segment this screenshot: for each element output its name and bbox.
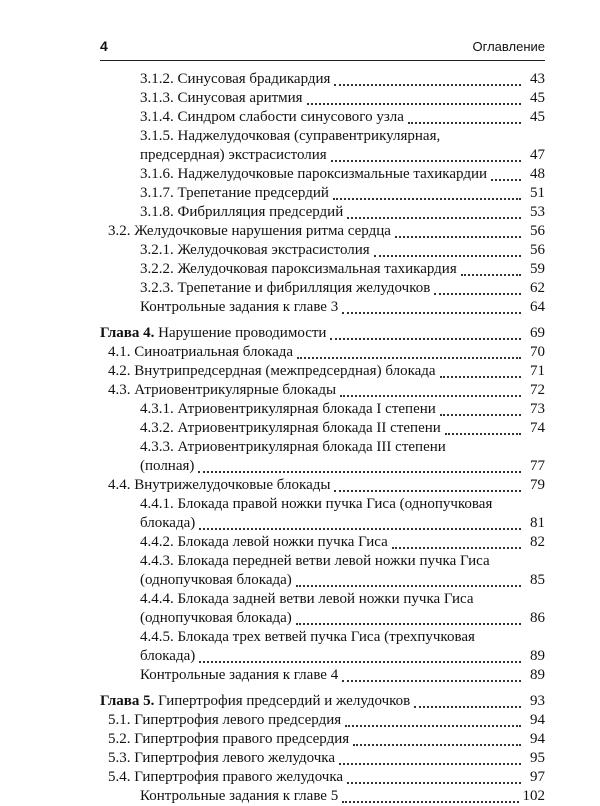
entry-title xyxy=(140,279,430,298)
entry-page-number: 79 xyxy=(530,477,545,493)
entry-title-text: Контрольные задания к главе 4 xyxy=(140,667,339,683)
entry-title xyxy=(108,730,349,749)
toc-entry xyxy=(100,165,545,184)
entry-page-number: 70 xyxy=(530,344,545,360)
entry-title xyxy=(108,381,336,400)
entry-title-text: 3.1.4. Синдром слабости синусового узла xyxy=(140,109,404,125)
chapter-entry xyxy=(100,692,545,711)
entry-title: 4.4.1. Блокада правой ножки пучка Гиса (однопучковая xyxy=(140,496,493,512)
leader-dots xyxy=(340,395,521,397)
entry-page-number: 64 xyxy=(530,299,545,315)
leader-dots xyxy=(307,103,521,105)
entry-title xyxy=(108,222,391,241)
toc-entry xyxy=(100,590,545,628)
entry-page-number: 86 xyxy=(530,610,545,626)
entry-title-text: Контрольные задания к главе 3 xyxy=(140,299,339,315)
toc-entry xyxy=(100,260,545,279)
leader-dots xyxy=(345,725,521,727)
entry-title-text: 3.1.6. Наджелудочковые пароксизмальные тахикардии xyxy=(140,166,488,182)
toc-entry xyxy=(100,343,545,362)
toc-entry xyxy=(100,749,545,768)
toc-entry xyxy=(100,730,545,749)
entry-page-number: 56 xyxy=(530,223,545,239)
entry-title-continued: (однопучковая блокада) xyxy=(140,610,292,626)
entry-title-text: 4.3. Атриовентрикулярные блокады xyxy=(108,382,337,398)
toc-entry xyxy=(100,400,545,419)
leader-dots xyxy=(434,293,521,295)
toc-entry xyxy=(100,241,545,260)
entry-title xyxy=(140,666,338,685)
entry-title: 4.4.3. Блокада передней ветви левой ножки пучка Гиса xyxy=(140,553,490,569)
toc-entry xyxy=(100,127,545,165)
toc-entry xyxy=(100,108,545,127)
toc-entry xyxy=(100,476,545,495)
entry-page-number: 74 xyxy=(530,420,545,436)
entry-title xyxy=(140,260,457,279)
toc-entry xyxy=(100,768,545,787)
toc-entry xyxy=(100,533,545,552)
entry-page-number: 62 xyxy=(530,280,545,296)
entry-title-text: Нарушение проводимости xyxy=(154,325,327,341)
entry-title-text: 5.1. Гипертрофия левого предсердия xyxy=(108,712,342,728)
chapter-label: Глава 4. xyxy=(100,325,155,341)
leader-dots xyxy=(342,312,521,314)
entry-title-continued: (однопучковая блокада) xyxy=(140,572,292,588)
entry-title-continued: (полная) xyxy=(140,458,195,474)
entry-title-continued: блокада) xyxy=(140,648,196,664)
page-number: 4 xyxy=(100,38,108,54)
entry-title xyxy=(108,362,436,381)
leader-dots xyxy=(297,357,521,359)
entry-page-number: 45 xyxy=(530,90,545,106)
entry-title-text: 3.1.8. Фибрилляция предсердий xyxy=(140,204,344,220)
table-of-contents xyxy=(100,70,545,806)
toc-entry xyxy=(100,787,545,806)
leader-dots xyxy=(331,160,521,162)
leader-dots xyxy=(395,236,521,238)
toc-entry xyxy=(100,711,545,730)
entry-title-text: 5.4. Гипертрофия правого желудочка xyxy=(108,769,344,785)
leader-dots xyxy=(347,217,521,219)
entry-title xyxy=(140,787,338,806)
leader-dots xyxy=(491,179,521,181)
toc-entry xyxy=(100,89,545,108)
entry-title-text: 3.1.2. Синусовая брадикардия xyxy=(140,71,331,87)
chapter-entry xyxy=(100,324,545,343)
running-title: Оглавление xyxy=(472,39,545,54)
page-header xyxy=(100,38,545,61)
entry-title-text: 3.2.1. Желудочковая экстрасистолия xyxy=(140,242,370,258)
chapter-label: Глава 5. xyxy=(100,693,155,709)
toc-entry xyxy=(100,628,545,666)
entry-title-text: Гипертрофия предсердий и желудочков xyxy=(154,693,411,709)
entry-title xyxy=(140,89,303,108)
leader-dots xyxy=(334,84,521,86)
entry-title-continued: предсердная) экстрасистолия xyxy=(140,147,327,163)
entry-title-text: 4.4.2. Блокада левой ножки пучка Гиса xyxy=(140,534,388,550)
entry-title-text: 3.2.2. Желудочковая пароксизмальная тахикардия xyxy=(140,261,457,277)
entry-title xyxy=(140,419,441,438)
entry-page-number: 77 xyxy=(530,458,545,474)
leader-dots xyxy=(342,801,518,803)
entry-title-continued: блокада) xyxy=(140,515,196,531)
entry-title: 4.4.5. Блокада трех ветвей пучка Гиса (трехпучковая xyxy=(140,629,475,645)
toc-entry xyxy=(100,222,545,241)
toc-entry xyxy=(100,419,545,438)
entry-page-number: 94 xyxy=(530,712,545,728)
toc-entry xyxy=(100,438,545,476)
entry-title-text: 4.3.1. Атриовентрикулярная блокада I степени xyxy=(140,401,436,417)
toc-entry xyxy=(100,495,545,533)
entry-page-number: 82 xyxy=(530,534,545,550)
entry-title: 3.1.5. Наджелудочковая (суправентрикулярная, xyxy=(140,128,441,144)
leader-dots xyxy=(296,585,521,587)
entry-title xyxy=(100,324,326,343)
leader-dots xyxy=(445,433,521,435)
entry-title-text: 3.2.3. Трепетание и фибрилляция желудочков xyxy=(140,280,431,296)
leader-dots xyxy=(440,376,521,378)
toc-entry xyxy=(100,298,545,317)
entry-title xyxy=(140,108,404,127)
leader-dots xyxy=(333,198,521,200)
entry-title xyxy=(100,692,410,711)
entry-page-number: 51 xyxy=(530,185,545,201)
entry-page-number: 81 xyxy=(530,515,545,531)
leader-dots xyxy=(339,763,521,765)
leader-dots xyxy=(461,274,521,276)
toc-entry xyxy=(100,362,545,381)
entry-page-number: 48 xyxy=(530,166,545,182)
leader-dots xyxy=(392,547,521,549)
entry-title-text: 5.2. Гипертрофия правого предсердия xyxy=(108,731,350,747)
entry-page-number: 71 xyxy=(530,363,545,379)
entry-page-number: 93 xyxy=(530,693,545,709)
leader-dots xyxy=(296,623,521,625)
entry-title xyxy=(140,241,370,260)
leader-dots xyxy=(198,471,521,473)
entry-title-text: 4.2. Внутрипредсердная (межпредсердная) блокада xyxy=(108,363,436,379)
entry-title-text: 3.2. Желудочковые нарушения ритма сердца xyxy=(108,223,391,239)
leader-dots xyxy=(330,338,521,340)
entry-page-number: 72 xyxy=(530,382,545,398)
entry-title xyxy=(108,768,343,787)
entry-title xyxy=(140,70,330,89)
entry-title xyxy=(140,400,436,419)
entry-page-number: 45 xyxy=(530,109,545,125)
entry-title-text: 4.4. Внутрижелудочковые блокады xyxy=(108,477,331,493)
entry-page-number: 53 xyxy=(530,204,545,220)
entry-title-text: 5.3. Гипертрофия левого желудочка xyxy=(108,750,336,766)
entry-title xyxy=(140,184,329,203)
toc-entry xyxy=(100,184,545,203)
leader-dots xyxy=(342,680,521,682)
toc-entry xyxy=(100,381,545,400)
entry-page-number: 59 xyxy=(530,261,545,277)
entry-page-number: 56 xyxy=(530,242,545,258)
entry-title xyxy=(140,298,338,317)
entry-page-number: 73 xyxy=(530,401,545,417)
entry-page-number: 102 xyxy=(522,788,545,804)
toc-entry xyxy=(100,666,545,685)
entry-page-number: 97 xyxy=(530,769,545,785)
leader-dots xyxy=(347,782,521,784)
toc-entry xyxy=(100,552,545,590)
toc-entry xyxy=(100,203,545,222)
entry-title-text: 4.3.2. Атриовентрикулярная блокада II степени xyxy=(140,420,441,436)
entry-page-number: 85 xyxy=(530,572,545,588)
entry-page-number: 43 xyxy=(530,71,545,87)
leader-dots xyxy=(199,528,521,530)
leader-dots xyxy=(199,661,521,663)
entry-title-text: 3.1.3. Синусовая аритмия xyxy=(140,90,303,106)
entry-title xyxy=(140,533,388,552)
entry-title-text: 4.1. Синоатриальная блокада xyxy=(108,344,294,360)
leader-dots xyxy=(353,744,521,746)
leader-dots xyxy=(408,122,521,124)
entry-page-number: 94 xyxy=(530,731,545,747)
entry-title-text: Контрольные задания к главе 5 xyxy=(140,788,339,804)
entry-title xyxy=(108,749,335,768)
entry-title xyxy=(140,203,343,222)
entry-title xyxy=(108,343,293,362)
toc-entry xyxy=(100,279,545,298)
entry-title xyxy=(140,165,487,184)
entry-title xyxy=(108,711,341,730)
entry-page-number: 89 xyxy=(530,648,545,664)
entry-title: 4.3.3. Атриовентрикулярная блокада III степени xyxy=(140,439,446,455)
leader-dots xyxy=(414,706,521,708)
toc-entry xyxy=(100,70,545,89)
entry-title xyxy=(108,476,330,495)
entry-page-number: 69 xyxy=(530,325,545,341)
entry-title-text: 3.1.7. Трепетание предсердий xyxy=(140,185,329,201)
leader-dots xyxy=(374,255,521,257)
entry-page-number: 89 xyxy=(530,667,545,683)
leader-dots xyxy=(440,414,521,416)
leader-dots xyxy=(334,490,521,492)
entry-page-number: 95 xyxy=(530,750,545,766)
entry-title: 4.4.4. Блокада задней ветви левой ножки пучка Гиса xyxy=(140,591,474,607)
entry-page-number: 47 xyxy=(530,147,545,163)
